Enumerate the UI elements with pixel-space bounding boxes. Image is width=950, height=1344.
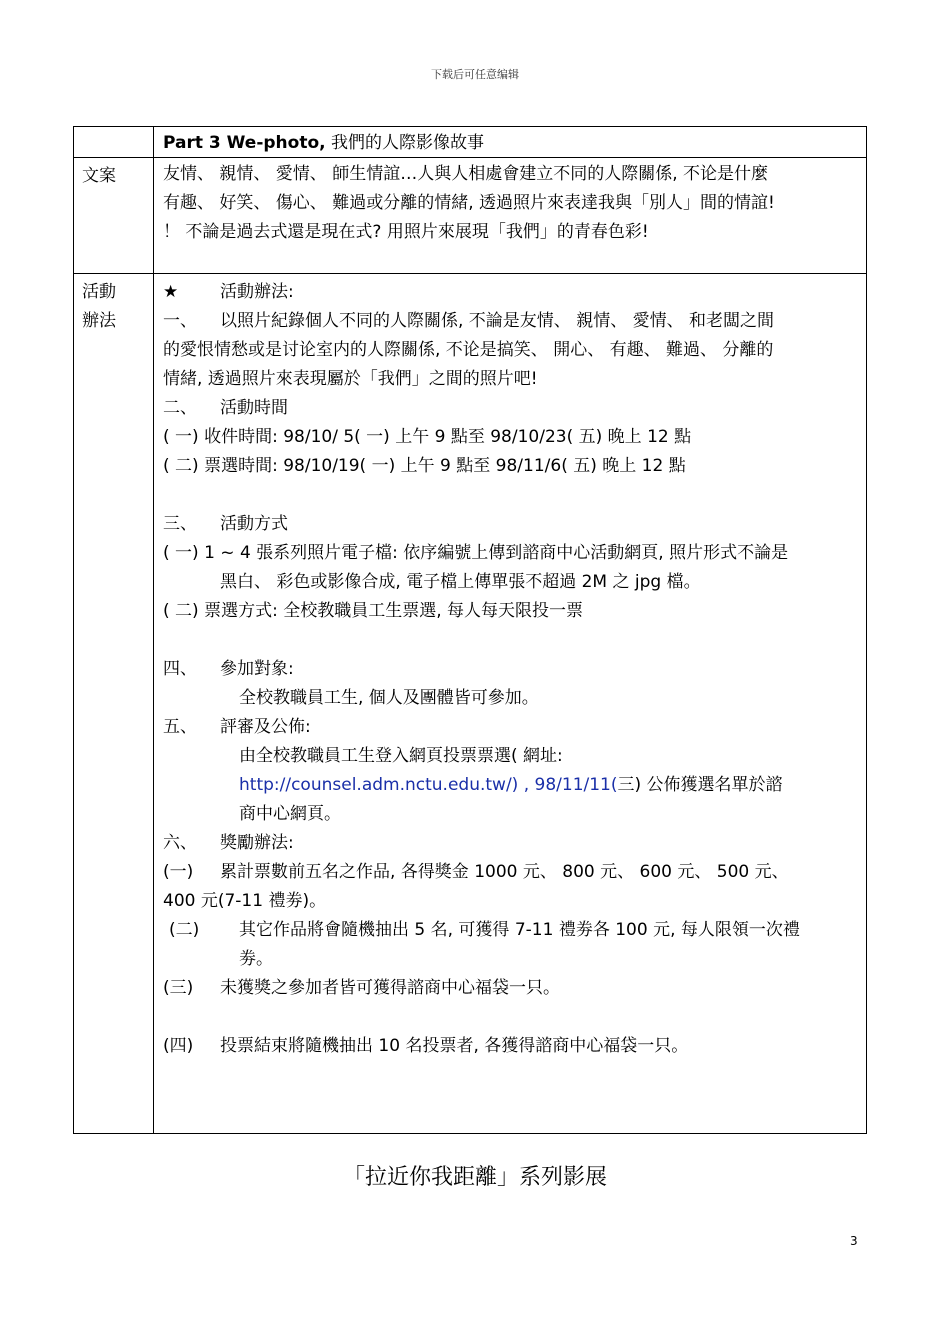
prize-1-text: 累計票數前五名之作品, 各得獎金 1000 元、 800 元、 600 元、 500 元、 [220,862,789,882]
exhibition-caption: 「拉近你我距離」系列影展 [342,1165,607,1190]
copy-label: 文案 [74,158,154,274]
page-number: 3 [850,1234,858,1248]
prize-2-line-2: 劵。 [239,949,273,969]
header-note: 下载后可任意编辑 [431,68,519,81]
section-3-text: 活動方式 [220,514,288,534]
prize-4-number: (四) [163,1036,194,1056]
section-1-text: 以照片紀錄個人不同的人際關係, 不論是友情、 親情、 愛情、 和老闆之間 [220,311,775,331]
copy-line-3: ！ 不論是過去式還是現在式? 用照片來展現「我們」的青春色彩! [163,222,649,242]
section-1-line-3: 情緒, 透過照片來表現屬於「我們」之間的照片吧! [163,369,538,389]
title-row [74,127,867,158]
section-4-text: 參加對象: [220,659,294,679]
title-label-cell [74,127,154,158]
section-6-text: 獎勵辦法: [220,833,294,853]
section-1-line-2: 的愛恨情愁或是讨论室内的人際關係, 不论是搞笑、 開心、 有趣、 難過、 分離的 [163,340,774,360]
activity-table [73,126,867,1134]
section-4-item-a: 全校教職員工生, 個人及團體皆可參加。 [239,688,539,708]
counsel-website-link[interactable]: http://counsel.adm.nctu.edu.tw/) , 98/11/11( [239,775,618,795]
prize-1-number: (一) [163,862,194,882]
title-cell [154,127,867,158]
section-2-text: 活動時間 [220,398,288,418]
prize-2-number: (二) [169,920,200,940]
copy-line-2: 有趣、 好笑、 傷心、 難過或分離的情緒, 透過照片來表達我與「別人」間的情誼! [163,193,775,213]
prize-2-text: 其它作品將會隨機抽出 5 名, 可獲得 7-11 禮劵各 100 元, 每人限領一次禮 [239,920,800,940]
rules-content [154,274,867,1134]
section-1-number: 一、 [163,311,197,331]
section-2-item-a: ( 一) 收件時間: 98/10/ 5( 一) 上午 9 點至 98/10/23( 五) 晚上 12 點 [163,427,692,447]
part-title-bold: Part 3 We-photo, [163,133,326,153]
part-title-rest: 我們的人際影像故事 [325,133,485,153]
rules-label-2: 辦法 [82,311,116,331]
prize-3-number: (三) [163,978,194,998]
section-4-number: 四、 [163,659,197,679]
prize-4-text: 投票結束將隨機抽出 10 名投票者, 各獲得諮商中心福袋一只。 [220,1036,689,1056]
section-2-number: 二、 [163,398,197,418]
section-3-item-a: ( 一) 1 ~ 4 張系列照片電子檔: 依序編號上傳到諮商中心活動網頁, 照片形式不論是 [163,543,789,563]
section-5-text: 評審及公佈: [220,717,311,737]
section-6-number: 六、 [163,833,197,853]
rules-heading: 活動辦法: [220,282,294,302]
copy-content [154,158,867,274]
section-3-number: 三、 [163,514,197,534]
section-3-item-a-line-2: 黑白、 彩色或影像合成, 電子檔上傳單張不超過 2M 之 jpg 檔。 [220,572,701,592]
section-3-item-b: ( 二) 票選方式: 全校教職員工生票選, 每人每天限投一票 [163,601,584,621]
section-5-item-a: 由全校教職員工生登入網頁投票票選( 網址: [239,746,563,766]
prize-1-line-2: 400 元(7-11 禮劵)。 [163,891,327,911]
prize-3-text: 未獲獎之參加者皆可獲得諮商中心福袋一只。 [220,978,560,998]
copy-line-1: 友情、 親情、 愛情、 師生情誼…人與人相處會建立不同的人際關係, 不论是什麼 [163,164,769,184]
star-icon: ★ [163,282,179,302]
section-2-item-b: ( 二) 票選時間: 98/10/19( 一) 上午 9 點至 98/11/6( 五) 晚上 12 點 [163,456,686,476]
section-5-number: 五、 [163,717,197,737]
rules-label [74,274,154,1134]
section-5-after-link: 三) 公佈獲選名單於諮 [617,775,783,795]
section-5-item-c: 商中心網頁。 [239,804,341,824]
copy-row [74,158,867,274]
rules-label-1: 活動 [82,282,116,302]
rules-row [74,274,867,1134]
